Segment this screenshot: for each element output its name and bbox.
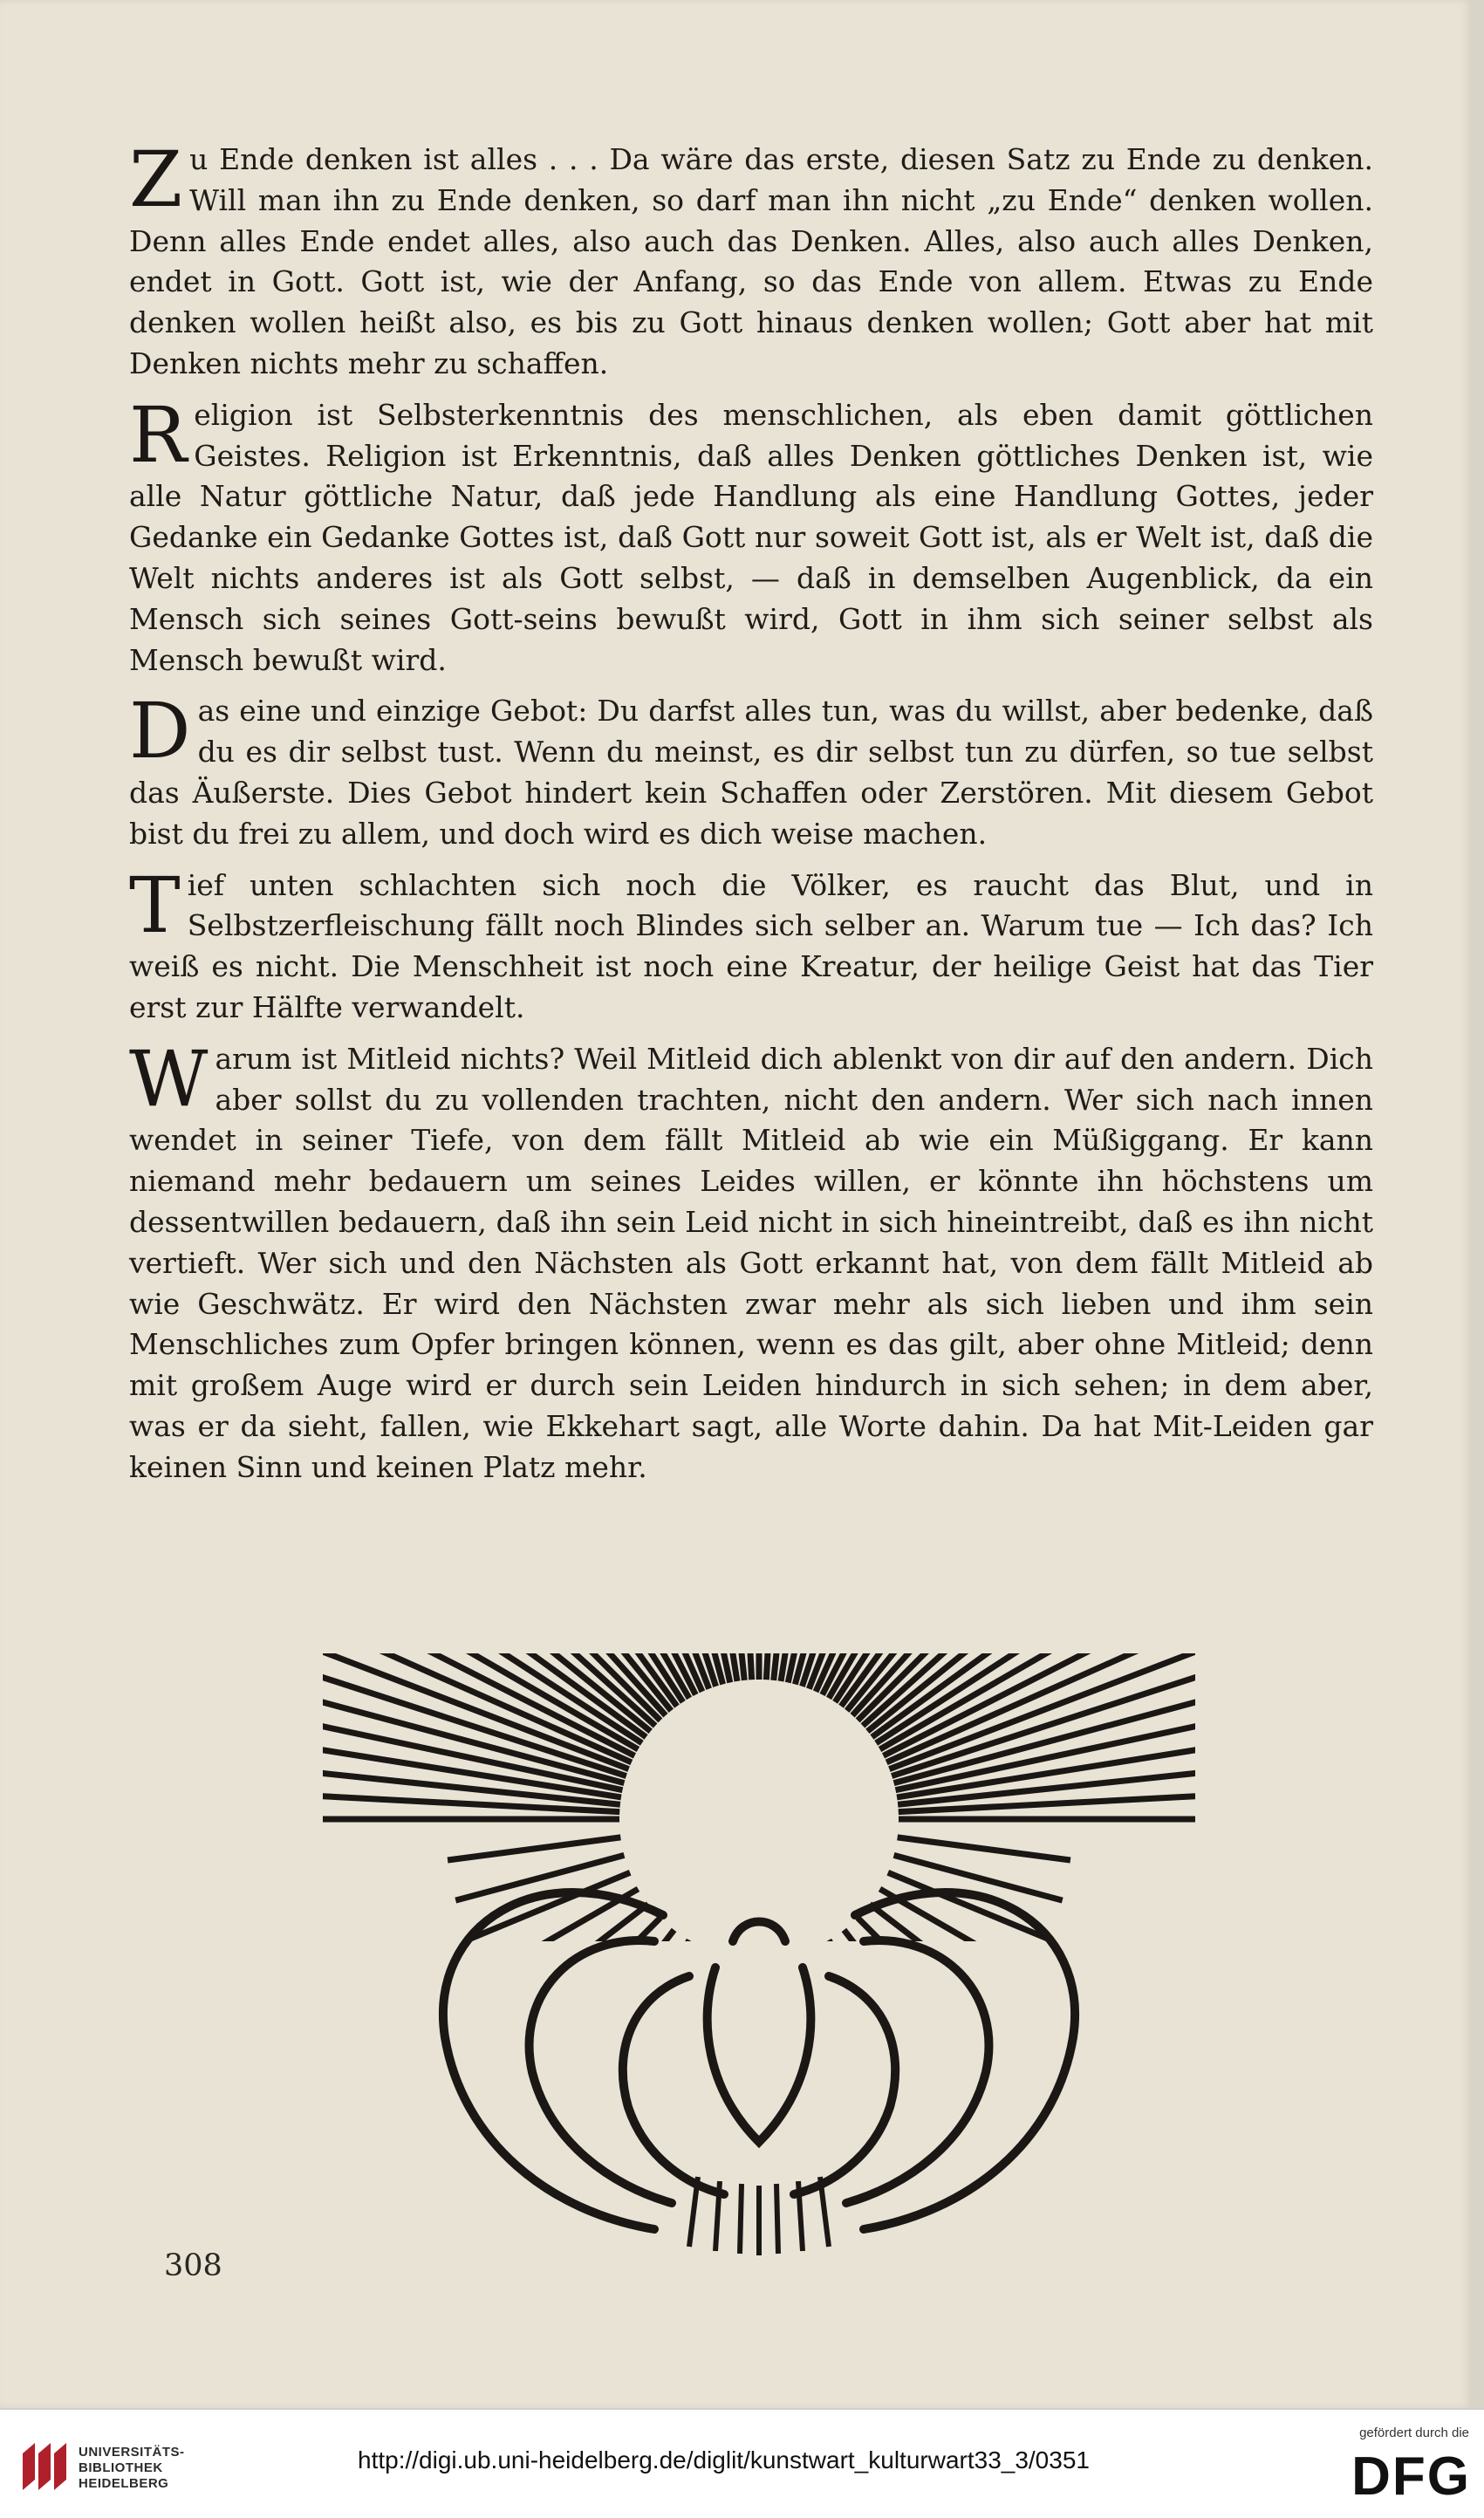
- sun-ray: [323, 1661, 624, 1783]
- permalink-url[interactable]: http://digi.ub.uni-heidelberg.de/diglit/kunstwart_kulturwart33_3/0351: [358, 2446, 1090, 2474]
- sun-and-eagle-woodcut-icon: [323, 1653, 1195, 2255]
- sponsor-name: DFG: [1351, 2446, 1471, 2507]
- sponsor-logo[interactable]: [1309, 2419, 1474, 2515]
- sun-ray: [602, 1940, 689, 2091]
- sponsor-label: gefördert durch die: [1359, 2426, 1469, 2440]
- sun-ray: [448, 1837, 620, 1860]
- library-name-line: BIBLIOTHEK: [79, 2460, 163, 2475]
- drop-initial: W: [129, 1033, 209, 1124]
- page-number: 308: [164, 2248, 222, 2283]
- library-name-line: UNIVERSITÄTS-: [79, 2445, 185, 2460]
- paragraph-text: eligion ist Selbsterkenntnis des menschlichen, als eben damit göttlichen Geistes. Religion ist Erkenntnis, daß alles Denken göttliches Denken ist, wie alle Natur göttliche Natur, daß jede Handlung als eine Handlung Gottes, jeder Gedanke ein Gedanke Gottes ist, daß Gott nur soweit Gott ist, als er Welt ist, daß die Welt nichts anderes ist als Gott selbst, — daß in demselben Augenblick, da ein Mensch sich seines Gott-seins bewußt wird, Gott in ihm sich seiner selbst als Mensch bewußt wird.: [129, 397, 1373, 677]
- page-edge: [1473, 0, 1484, 2408]
- drop-initial: Z: [129, 134, 183, 224]
- paragraph-text: u Ende denken ist alles . . . Da wäre das erste, diesen Satz zu Ende zu denken. Will man ihn zu Ende denken, so darf man ihn nicht „zu Ende“ denken wollen. Denn alles Ende endet alles, also auch das Denken. Alles, also auch alles Denken, endet in Gott. Gott ist, wie der Anfang, so das Ende von allem. Etwas zu Ende denken wollen heißt also, es bis zu Gott hinaus denken wollen; Gott aber hat mit Denken nichts mehr zu schaffen.: [129, 142, 1373, 380]
- sun-ray: [898, 1837, 1070, 1860]
- drop-initial: T: [129, 859, 181, 950]
- sun-ray: [894, 1661, 1195, 1783]
- library-name: [79, 2445, 185, 2492]
- sun-ray: [812, 1948, 879, 2110]
- drop-initial: R: [129, 389, 188, 480]
- viewer-footer: [0, 2408, 1484, 2518]
- sun-ray: [323, 1653, 629, 1769]
- heidelberg-library-logo-icon: [16, 2436, 72, 2497]
- paragraph: [129, 859, 1373, 1029]
- paragraph-text: ief unten schlachten sich noch die Völker, es raucht das Blut, und in Selbstzerfleischung fällt noch Blindes sich selber an. Warum tue — Ich das? Ich weiß es nicht. Die Menschheit ist noch eine Kreatur, der heilige Geist hat das Tier erst zur Hälfte verwandelt.: [129, 867, 1373, 1024]
- sun-ray: [639, 1948, 706, 2110]
- paragraph-text: arum ist Mitleid nichts? Weil Mitleid dich ablenkt von dir auf den andern. Dich aber sollst du zu vollenden trachten, nicht den andern. Wer sich nach innen wendet in seiner Tiefe, von dem fällt Mitleid ab wie ein Müßiggang. Er kann niemand mehr bedauern um seines Leides willen, er könnte ihn höchstens um dessentwillen bedauern, daß ihn sein Leid nicht in sich hineintreibt, daß es ihn nicht vertieft. Wer sich und den Nächsten als Gott erkannt hat, von dem fällt Mitleid ab wie Geschwätz. Er wird den Nächsten zwar mehr als sich lieben und ihm sein Menschliches zum Opfer bringen können, wenn es das gilt, aber ohne Mitleid; denn mit großem Auge wird er durch sein Leiden hindurch in sich sehen; in dem aber, was er da sieht, fallen, wie Ekkehart sagt, alle Worte dahin. Da hat Mit-Leiden gar keinen Sinn und keinen Platz mehr.: [129, 1041, 1373, 1484]
- paragraph: [129, 686, 1373, 854]
- paragraph-text: as eine und einzige Gebot: Du darfst alles tun, was du willst, aber bedenke, daß du es dir selbst tust. Wenn du meinst, es dir selbst tun zu dürfen, so tue selbst das Äußerste. Dies Gebot hindert kein Schaffen oder Zerstören. Mit diesem Gebot bist du frei zu allem, und doch wird es dich weise machen.: [129, 694, 1373, 851]
- paragraph: [129, 1033, 1373, 1488]
- text-block: [129, 134, 1373, 1499]
- library-logo[interactable]: [16, 2429, 199, 2502]
- library-name-line: HEIDELBERG: [79, 2476, 169, 2491]
- paragraph: [129, 389, 1373, 681]
- sun-ray: [889, 1653, 1195, 1769]
- drop-initial: D: [129, 686, 191, 777]
- sun-ray: [829, 1940, 916, 2091]
- paragraph: [129, 134, 1373, 385]
